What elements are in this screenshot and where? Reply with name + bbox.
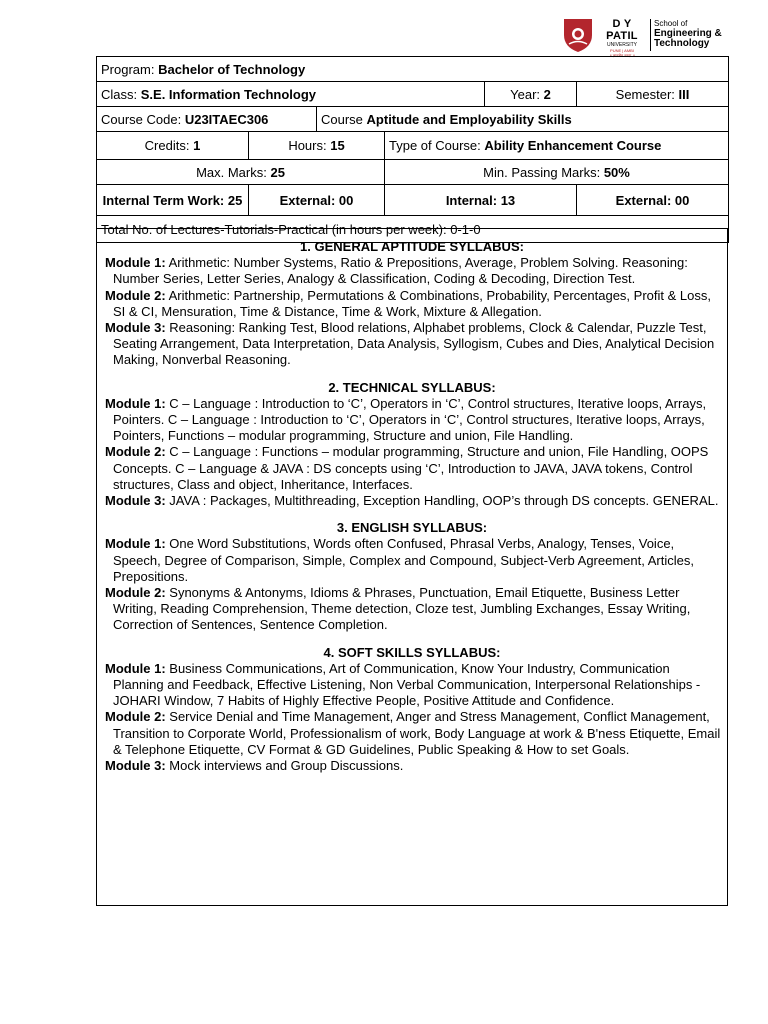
module-label: Module 1: xyxy=(105,395,166,411)
class-cell: Class: S.E. Information Technology xyxy=(97,82,485,107)
max-marks-cell: Max. Marks: 25 xyxy=(97,160,385,185)
school-name: School of Engineering & Technology xyxy=(654,19,722,49)
module-paragraph xyxy=(101,661,721,710)
module-label: Module 3: xyxy=(105,493,166,509)
min-passing-cell: Min. Passing Marks: 50% xyxy=(385,160,729,185)
course-info-table xyxy=(96,56,729,243)
module-label: Module 2: xyxy=(105,709,166,725)
module-text: Service Denial and Time Management, Anger and Stress Management, Conflict Management, Transition to Corporate World, Professionalism of work, Body Language at work & B'ness Etiquette, Email & Telephone Etiquette, CV Format & GD Guidelines, Public Speaking & How to set Goals. xyxy=(113,709,721,757)
program-row: Program: Bachelor of Technology xyxy=(97,57,729,82)
module-label: Module 1: xyxy=(105,660,166,676)
section-title: 3. ENGLISH SYLLABUS: xyxy=(336,520,488,536)
module-label: Module 2: xyxy=(105,444,166,460)
module-text: C – Language : Functions – modular programming, Structure and union, File Handling, OOPS Concepts. C – Language & JAVA : DS concepts using ‘C’, Introduction to JAVA, JAVA tokens, Control structures, Class and object, Inheritance, Interfaces. xyxy=(113,444,709,492)
university-logo xyxy=(562,15,732,58)
section-title: 1. GENERAL APTITUDE SYLLABUS: xyxy=(300,239,524,254)
lectures-row: Total No. of Lectures-Tutorials-Practical (in hours per week): 0-1-0 xyxy=(97,216,729,243)
section-title: 4. SOFT SKILLS SYLLABUS: xyxy=(323,644,501,660)
module-paragraph xyxy=(101,585,721,634)
module-paragraph xyxy=(101,288,721,320)
internal-cell-2: Internal: 13 xyxy=(385,185,577,216)
module-text: Reasoning: Ranking Test, Blood relations, Alphabet problems, Clock & Calendar, Puzzle Test, Seating Arrangement, Data Interpretation, Data Analysis, Syllogism, Cubes and Dies, Analytical Decision Making, Nonverbal Reasoning. xyxy=(113,320,715,368)
module-paragraph xyxy=(101,444,721,493)
course-code-cell: Course Code: U23ITAEC306 xyxy=(97,107,317,132)
module-label: Module 1: xyxy=(105,536,166,552)
module-paragraph xyxy=(101,255,721,287)
external-cell-2: External: 00 xyxy=(577,185,729,216)
module-label: Module 2: xyxy=(105,287,166,303)
module-paragraph xyxy=(101,709,721,758)
module-text: Arithmetic: Partnership, Permutations & Combinations, Probability, Percentages, Profit & Loss, SI & CI, Mensuration, Time & Distance, Time & Work, Mixture & Allegation. xyxy=(113,287,711,319)
university-wordmark: D Y PATIL UNIVERSITY PUNE | AMBI ॥ ज्ञानमेव वरदा ॥ xyxy=(606,18,638,58)
internal-term-work-cell: Internal Term Work: 25 xyxy=(97,185,249,216)
section-title: 2. TECHNICAL SYLLABUS: xyxy=(328,379,496,395)
module-text: Synonyms & Antonyms, Idioms & Phrases, Punctuation, Email Etiquette, Business Letter Writing, Reading Comprehension, Theme detection, Cloze test, Jumbling Exchanges, Essay Writing, Correction of Sentences, Sentence Completion. xyxy=(113,585,691,633)
course-name-cell: Course Aptitude and Employability Skills xyxy=(317,107,729,132)
module-text: Business Communications, Art of Communication, Know Your Industry, Communication Planning and Feedback, Effective Listening, Non Verbal Communication, Interpersonal Relationships - JOHARI Window, 7 Habits of Highly Effective People, Positive Attitude and Confidence. xyxy=(113,660,701,709)
logo-divider xyxy=(650,19,651,51)
shield-logo-icon xyxy=(562,17,594,53)
hours-cell: Hours: 15 xyxy=(249,132,385,160)
module-paragraph xyxy=(101,396,721,445)
type-of-course-cell: Type of Course: Ability Enhancement Course xyxy=(385,132,729,160)
module-text: C – Language : Introduction to ‘C’, Operators in ‘C’, Control structures, Iterative loops, Arrays, Pointers. C – Language : Introduction to ‘C’, Operators in ‘C’, Control structures, Iterative loops, Arrays, Pointers, Functions – modular programming, Structure and union, File Handling. xyxy=(113,395,707,444)
syllabus-body xyxy=(96,228,728,906)
module-text: JAVA : Packages, Multithreading, Exception Handling, OOP’s through DS concepts. GENERAL. xyxy=(165,493,719,509)
module-paragraph xyxy=(101,758,721,774)
credits-cell: Credits: 1 xyxy=(97,132,249,160)
year-cell: Year: 2 xyxy=(485,82,577,107)
module-paragraph xyxy=(101,536,721,585)
module-text: Mock interviews and Group Discussions. xyxy=(165,758,404,774)
module-label: Module 1: xyxy=(105,255,166,271)
semester-cell: Semester: III xyxy=(577,82,729,107)
module-label: Module 3: xyxy=(105,758,166,774)
external-cell-1: External: 00 xyxy=(249,185,385,216)
module-paragraph xyxy=(101,320,721,369)
module-paragraph xyxy=(101,493,721,509)
module-text: One Word Substitutions, Words often Confused, Phrasal Verbs, Analogy, Tenses, Voice, Speech, Degree of Comparison, Simple, Complex and Compound, Subject-Verb Agreement, Articles, Prepositions. xyxy=(113,536,694,584)
module-text: Arithmetic: Number Systems, Ratio & Prepositions, Average, Problem Solving. Reasoning: Number Series, Letter Series, Analogy & Classification, Coding & Decoding, Direction Test. xyxy=(113,255,688,287)
module-label: Module 2: xyxy=(105,585,166,601)
module-label: Module 3: xyxy=(105,320,166,336)
